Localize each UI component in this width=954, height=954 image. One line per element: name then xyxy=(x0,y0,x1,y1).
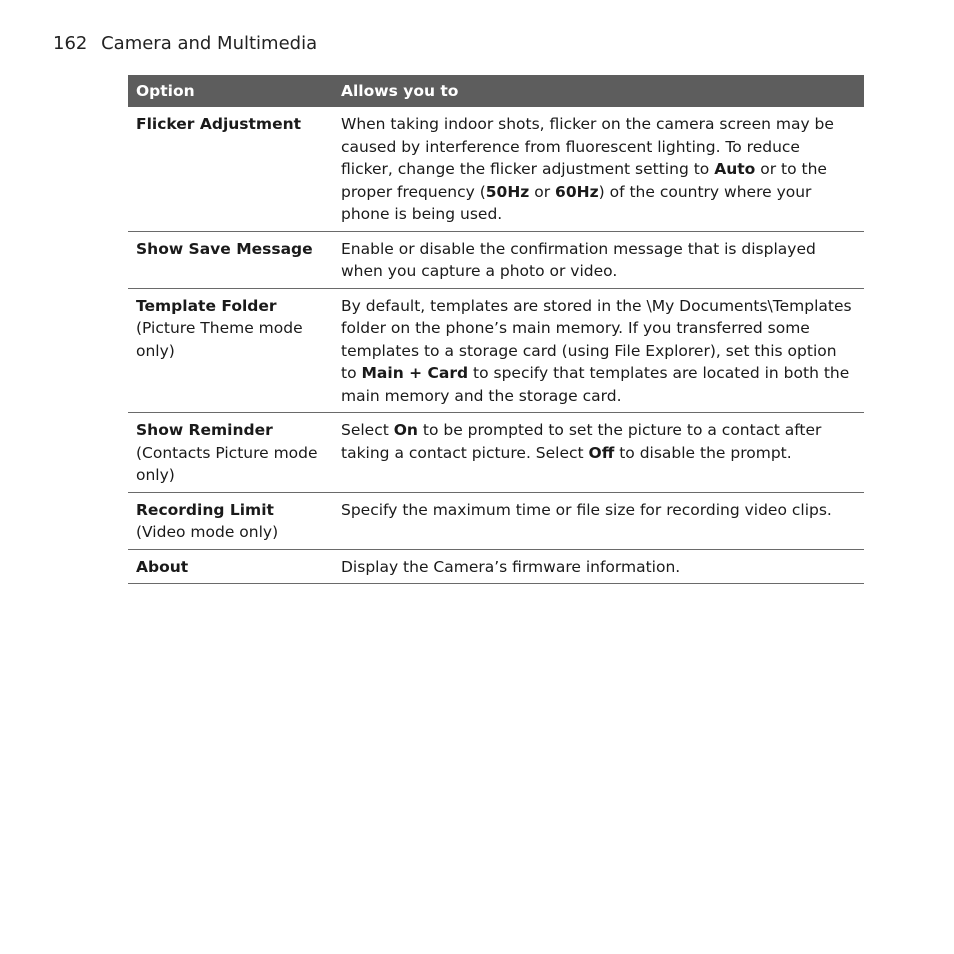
description-cell xyxy=(333,231,864,288)
description-text: By default, templates are stored in the \My Documents\Templates folder on the phone’s main memory. If you transferred some templates to a storage card (using File Explorer), set this option to xyxy=(341,296,852,382)
description-text: to specify that templates are located in both the main memory and the storage card. xyxy=(341,364,850,405)
table-header-row xyxy=(128,75,864,107)
option-name: Template Folder xyxy=(136,296,277,315)
column-header-allows: Allows you to xyxy=(333,75,864,107)
description-text: or to the proper frequency ( xyxy=(341,160,827,201)
description-text: Select xyxy=(341,421,394,439)
option-cell xyxy=(128,413,333,493)
description-cell xyxy=(333,549,864,584)
description-cell xyxy=(333,413,864,493)
description-text: When taking indoor shots, flicker on the camera screen may be caused by interference from fluorescent lighting. To reduce flicker, change the flicker adjustment setting to xyxy=(341,115,834,178)
column-header-option: Option xyxy=(128,75,333,107)
table-row xyxy=(128,107,864,231)
description-setting-value: 60Hz xyxy=(555,182,599,201)
description-text: Enable or disable the confirmation message that is displayed when you capture a photo or video. xyxy=(341,239,816,280)
description-setting-value: Main + Card xyxy=(361,364,469,382)
description-cell xyxy=(333,492,864,549)
table-row xyxy=(128,413,864,493)
description-setting-value: Off xyxy=(588,443,615,462)
table-row xyxy=(128,231,864,288)
option-mode-note: (Video mode only) xyxy=(136,523,279,541)
description-text: to disable the prompt. xyxy=(614,443,792,462)
description-text: or xyxy=(529,182,556,201)
description-cell xyxy=(333,107,864,231)
table-row xyxy=(128,288,864,413)
description-setting-value: Auto xyxy=(714,160,756,178)
option-cell xyxy=(128,288,333,413)
table-body xyxy=(128,107,864,584)
option-cell xyxy=(128,492,333,549)
description-text: Specify the maximum time or file size for recording video clips. xyxy=(341,500,832,519)
description-setting-value: On xyxy=(393,421,418,439)
option-mode-note: (Contacts Picture mode only) xyxy=(136,443,318,484)
description-setting-value: 50Hz xyxy=(485,182,530,201)
options-table xyxy=(128,75,864,584)
option-mode-note: (Picture Theme mode only) xyxy=(136,319,303,360)
section-title: Camera and Multimedia xyxy=(101,33,318,54)
option-cell xyxy=(128,107,333,231)
description-text: ) of the country where your phone is being used. xyxy=(341,182,812,223)
option-cell xyxy=(128,231,333,288)
page-number: 162 xyxy=(53,33,88,54)
option-name: Show Reminder xyxy=(136,421,273,439)
table-row xyxy=(128,549,864,584)
option-name: About xyxy=(136,557,189,576)
description-cell xyxy=(333,288,864,413)
page-header xyxy=(53,33,317,54)
option-name: Recording Limit xyxy=(136,500,274,519)
option-cell xyxy=(128,549,333,584)
description-text: to be prompted to set the picture to a contact after taking a contact picture. Select xyxy=(341,421,822,462)
option-name: Flicker Adjustment xyxy=(136,115,302,133)
option-name: Show Save Message xyxy=(136,239,313,258)
description-text: Display the Camera’s firmware information. xyxy=(341,557,681,576)
table-row xyxy=(128,492,864,549)
